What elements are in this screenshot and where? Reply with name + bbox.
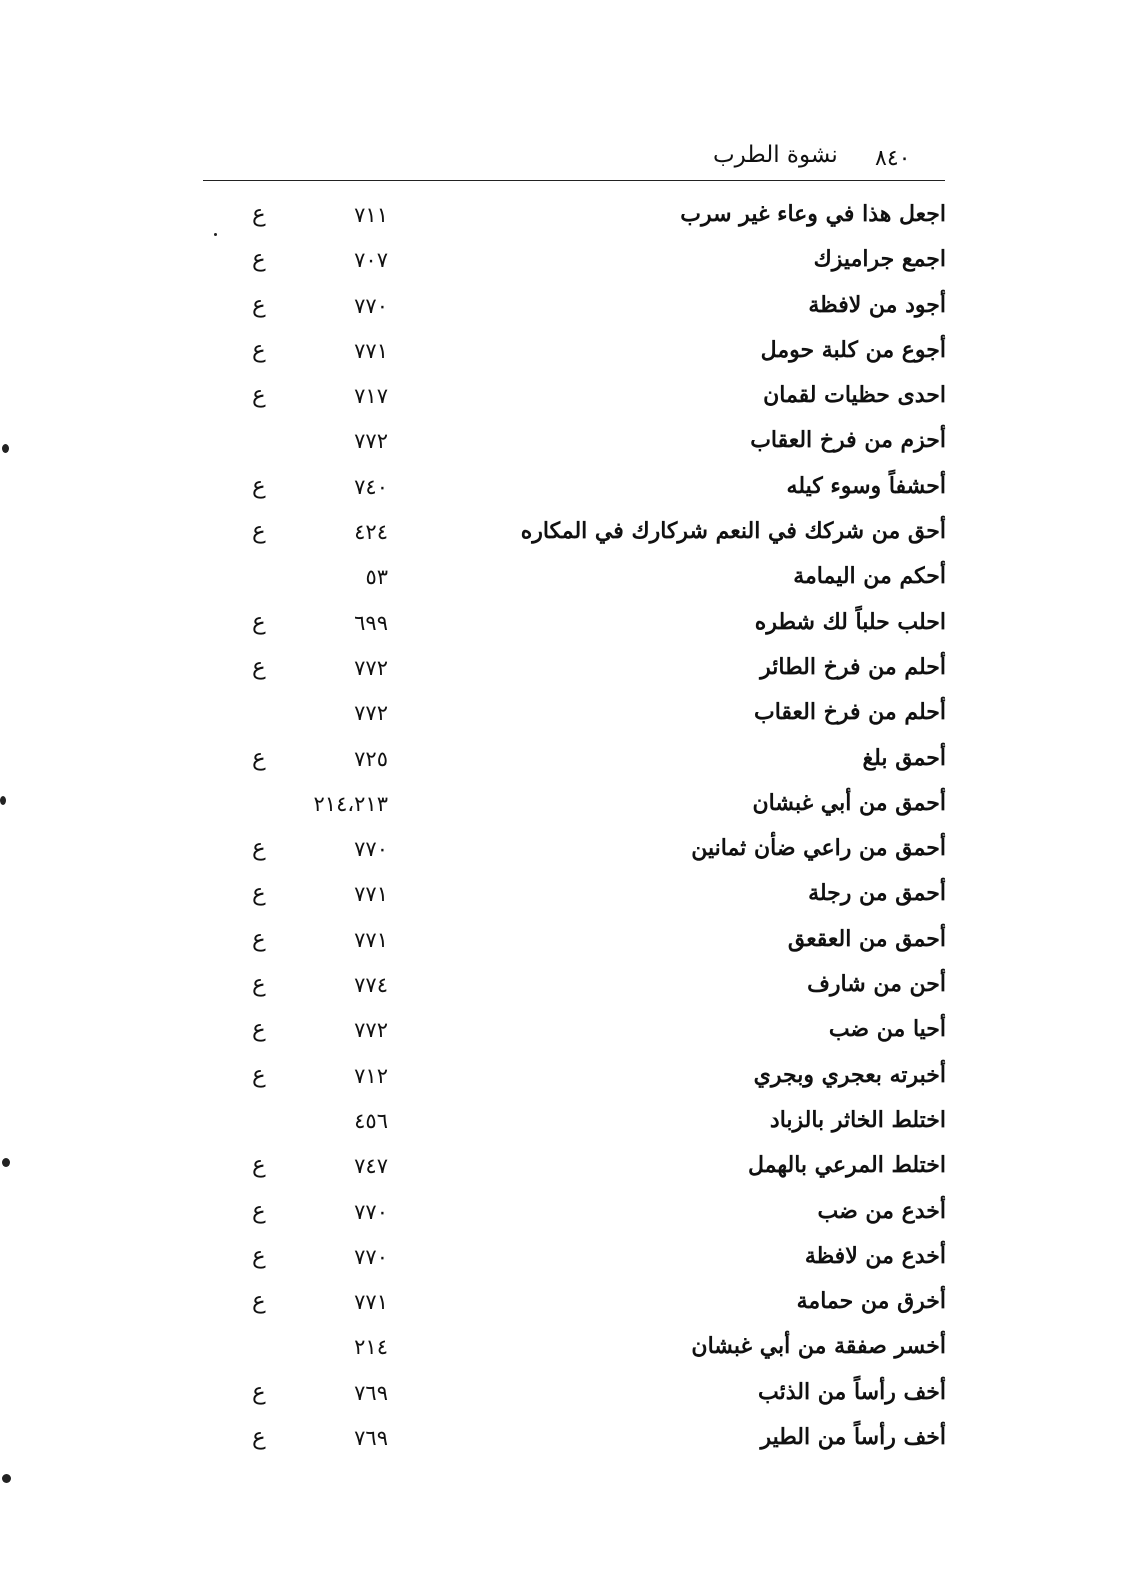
page-reference: ٧٧١ xyxy=(354,882,388,907)
list-item xyxy=(0,831,1136,876)
proverb-text: أحيا من ضب xyxy=(828,1016,946,1043)
proverb-text: أخرق من حمامة xyxy=(796,1288,946,1315)
proverb-text: أخدع من لافظة xyxy=(804,1242,946,1269)
list-item xyxy=(0,333,1136,378)
list-item xyxy=(0,1148,1136,1193)
source-mark: ع xyxy=(252,1288,266,1315)
page-reference: ٧٧٠ xyxy=(354,1199,388,1224)
list-item xyxy=(0,695,1136,740)
proverb-index-list xyxy=(0,197,1136,1465)
proverb-text: أحزم من فرخ العقاب xyxy=(750,427,946,454)
list-item xyxy=(0,967,1136,1012)
source-mark: ع xyxy=(252,472,266,499)
list-item xyxy=(0,242,1136,287)
proverb-text: أحمق من العقعق xyxy=(787,925,946,952)
list-item xyxy=(0,1103,1136,1148)
source-mark: ع xyxy=(252,835,266,862)
page-reference: ٧٢٥ xyxy=(354,746,388,771)
proverb-text: أحمق بلغ xyxy=(862,744,946,771)
source-mark: ع xyxy=(252,1016,266,1043)
page-reference: ٧٧٢ xyxy=(354,429,388,454)
list-item xyxy=(0,1058,1136,1103)
list-item xyxy=(0,559,1136,604)
page-reference: ٢١٤ xyxy=(354,1335,388,1360)
page-reference: ٤٢٤ xyxy=(354,520,388,545)
page-reference: ٢١٤،٢١٣ xyxy=(313,791,388,816)
page-reference: ٤٥٦ xyxy=(354,1108,388,1133)
page-reference: ٧٧١ xyxy=(354,1290,388,1315)
page-reference: ٧٧٢ xyxy=(354,701,388,726)
list-item xyxy=(0,650,1136,695)
source-mark: ع xyxy=(252,925,266,952)
proverb-text: أحق من شركك في النعم شركارك في المكاره xyxy=(520,518,946,545)
source-mark: ع xyxy=(252,971,266,998)
page-reference: ٧٤٠ xyxy=(354,474,388,499)
source-mark: ع xyxy=(252,1424,266,1451)
page-reference: ٧٧٤ xyxy=(354,973,388,998)
page-reference: ٥٣ xyxy=(365,565,388,590)
list-item xyxy=(0,1012,1136,1057)
proverb-text: أخسر صفقة من أبي غبشان xyxy=(691,1333,946,1360)
page-reference: ٧٧٢ xyxy=(354,1018,388,1043)
proverb-text: أخف رأساً من الطير xyxy=(760,1424,946,1451)
proverb-text: أحمق من أبي غبشان xyxy=(752,789,946,816)
source-mark: ع xyxy=(252,291,266,318)
page-reference: ٧٦٩ xyxy=(354,1380,388,1405)
proverb-text: أحلم من فرخ الطائر xyxy=(760,653,946,680)
proverb-text: أحن من شارف xyxy=(807,971,946,998)
source-mark: ع xyxy=(252,880,266,907)
page-reference: ٧١٢ xyxy=(354,1063,388,1088)
source-mark: ع xyxy=(252,201,266,227)
list-item xyxy=(0,786,1136,831)
page-reference: ٧٧١ xyxy=(354,338,388,363)
list-item xyxy=(0,605,1136,650)
source-mark: ع xyxy=(252,1061,266,1088)
page-reference: ٦٩٩ xyxy=(354,610,388,635)
list-item xyxy=(0,514,1136,559)
proverb-text: أحشفاً وسوء كيله xyxy=(786,472,946,499)
source-mark: ع xyxy=(252,336,266,363)
page-reference: ٧٦٩ xyxy=(354,1426,388,1451)
running-title: نشوة الطرب xyxy=(713,142,838,168)
list-item xyxy=(0,423,1136,468)
proverb-text: أحمق من رجلة xyxy=(808,880,946,907)
page-reference: ٧٧٠ xyxy=(354,1244,388,1269)
page-reference: ٧٧٠ xyxy=(354,837,388,862)
list-item xyxy=(0,469,1136,514)
list-item xyxy=(0,1420,1136,1465)
source-mark: ع xyxy=(252,653,266,680)
proverb-text: أحلم من فرخ العقاب xyxy=(754,699,946,726)
list-item xyxy=(0,1284,1136,1329)
source-mark: ع xyxy=(252,518,266,545)
source-mark: ع xyxy=(252,1378,266,1405)
page-reference: ٧٧١ xyxy=(354,927,388,952)
page-reference: ٧٤٧ xyxy=(354,1154,388,1179)
proverb-text: أخدع من ضب xyxy=(817,1197,946,1224)
source-mark: ع xyxy=(252,1152,266,1179)
proverb-text: أخف رأساً من الذئب xyxy=(758,1378,946,1405)
proverb-text: احدى حظيات لقمان xyxy=(763,382,946,409)
proverb-text: أخبرته بعجري وبجري xyxy=(753,1061,946,1088)
list-item xyxy=(0,288,1136,333)
proverb-text: أجود من لافظة xyxy=(808,291,946,318)
page-reference: ٧١١ xyxy=(354,203,388,227)
list-item xyxy=(0,922,1136,967)
page-reference: ٧٧٠ xyxy=(354,293,388,318)
source-mark: ع xyxy=(252,246,266,273)
source-mark: ع xyxy=(252,382,266,409)
source-mark: ع xyxy=(252,1197,266,1224)
proverb-text: أحمق من راعي ضأن ثمانين xyxy=(691,835,946,862)
proverb-text: اختلط المرعي بالهمل xyxy=(747,1152,946,1179)
list-item xyxy=(0,1375,1136,1420)
list-item xyxy=(0,1239,1136,1284)
source-mark: ع xyxy=(252,744,266,771)
proverb-text: أحكم من اليمامة xyxy=(793,563,946,590)
proverb-text: اجمع جراميزك xyxy=(813,246,946,273)
page-number: ٨٤٠ xyxy=(875,146,911,171)
list-item xyxy=(0,197,1136,242)
proverb-text: احلب حلباً لك شطره xyxy=(754,608,946,635)
list-item xyxy=(0,1194,1136,1239)
list-item xyxy=(0,1329,1136,1374)
source-mark: ع xyxy=(252,1242,266,1269)
page-reference: ٧٠٧ xyxy=(354,248,388,273)
proverb-text: أجوع من كلبة حومل xyxy=(760,336,946,363)
list-item xyxy=(0,741,1136,786)
page-reference: ٧٧٢ xyxy=(354,655,388,680)
list-item xyxy=(0,876,1136,921)
page-reference: ٧١٧ xyxy=(354,384,388,409)
list-item xyxy=(0,378,1136,423)
proverb-text: اجعل هذا في وعاء غير سرب xyxy=(680,201,946,227)
source-mark: ع xyxy=(252,608,266,635)
page-header xyxy=(203,140,945,181)
proverb-text: اختلط الخاثر بالزباد xyxy=(769,1106,946,1133)
